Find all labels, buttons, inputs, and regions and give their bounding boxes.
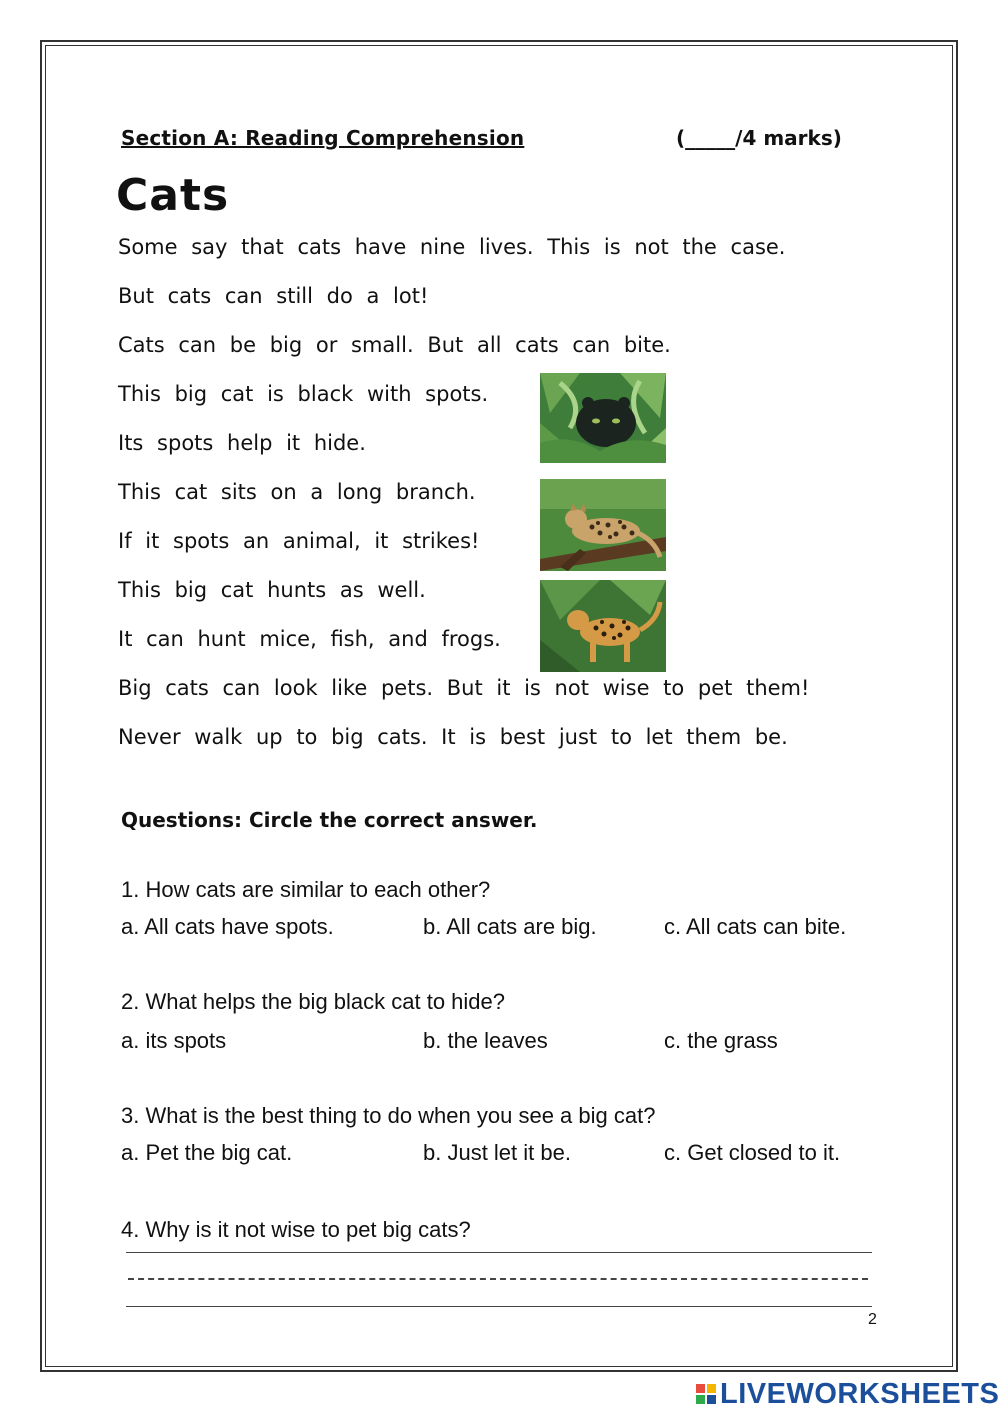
question-1: 1. How cats are similar to each other? [121,877,491,902]
story-line: If it spots an animal, it strikes! [118,529,480,553]
questions-header: Questions: Circle the correct answer. [121,808,538,832]
q1-option-b[interactable]: b. All cats are big. [423,914,597,939]
q2-option-a[interactable]: a. its spots [121,1028,227,1053]
q3-option-c[interactable]: c. Get closed to it. [664,1140,841,1165]
q3-option-b[interactable]: b. Just let it be. [423,1140,571,1165]
story-line: Cats can be big or small. But all cats can bite. [118,333,671,357]
question-4: 4. Why is it not wise to pet big cats? [121,1217,471,1242]
story-line: This big cat is black with spots. [118,382,489,406]
q2-option-b[interactable]: b. the leaves [423,1028,548,1053]
story-line: This cat sits on a long branch. [118,480,476,504]
story-line: But cats can still do a lot! [118,284,429,308]
story-line: It can hunt mice, fish, and frogs. [118,627,501,651]
answer-line-bottom[interactable] [126,1306,872,1307]
question-3: 3. What is the best thing to do when you see a big cat? [121,1103,656,1128]
logo-mark-icon [696,1384,716,1404]
logo-text: LIVEWORKSHEETS [720,1377,1000,1410]
story-line: Big cats can look like pets. But it is not wise to pet them! [118,676,810,700]
liveworksheets-logo[interactable] [696,1378,999,1410]
story-line: This big cat hunts as well. [118,578,426,602]
marks-blank: (_____/4 marks) [676,126,842,150]
q1-option-c[interactable]: c. All cats can bite. [664,914,847,939]
jaguar-image [540,580,666,672]
ocelot-on-branch-image [540,479,666,571]
section-title: Section A: Reading Comprehension [121,126,525,150]
black-panther-image [540,373,666,463]
story-line: Never walk up to big cats. It is best just to let them be. [118,725,788,749]
q1-option-a[interactable]: a. All cats have spots. [121,914,334,939]
story-line: Some say that cats have nine lives. This is not the case. [118,235,786,259]
story-line: Its spots help it hide. [118,431,366,455]
q3-option-a[interactable]: a. Pet the big cat. [121,1140,293,1165]
answer-line-dashed[interactable] [128,1278,868,1280]
page-number: 2 [868,1311,877,1328]
question-2: 2. What helps the big black cat to hide? [121,989,506,1014]
answer-line-top[interactable] [126,1252,872,1253]
q2-option-c[interactable]: c. the grass [664,1028,778,1053]
story-title: Cats [116,170,230,221]
